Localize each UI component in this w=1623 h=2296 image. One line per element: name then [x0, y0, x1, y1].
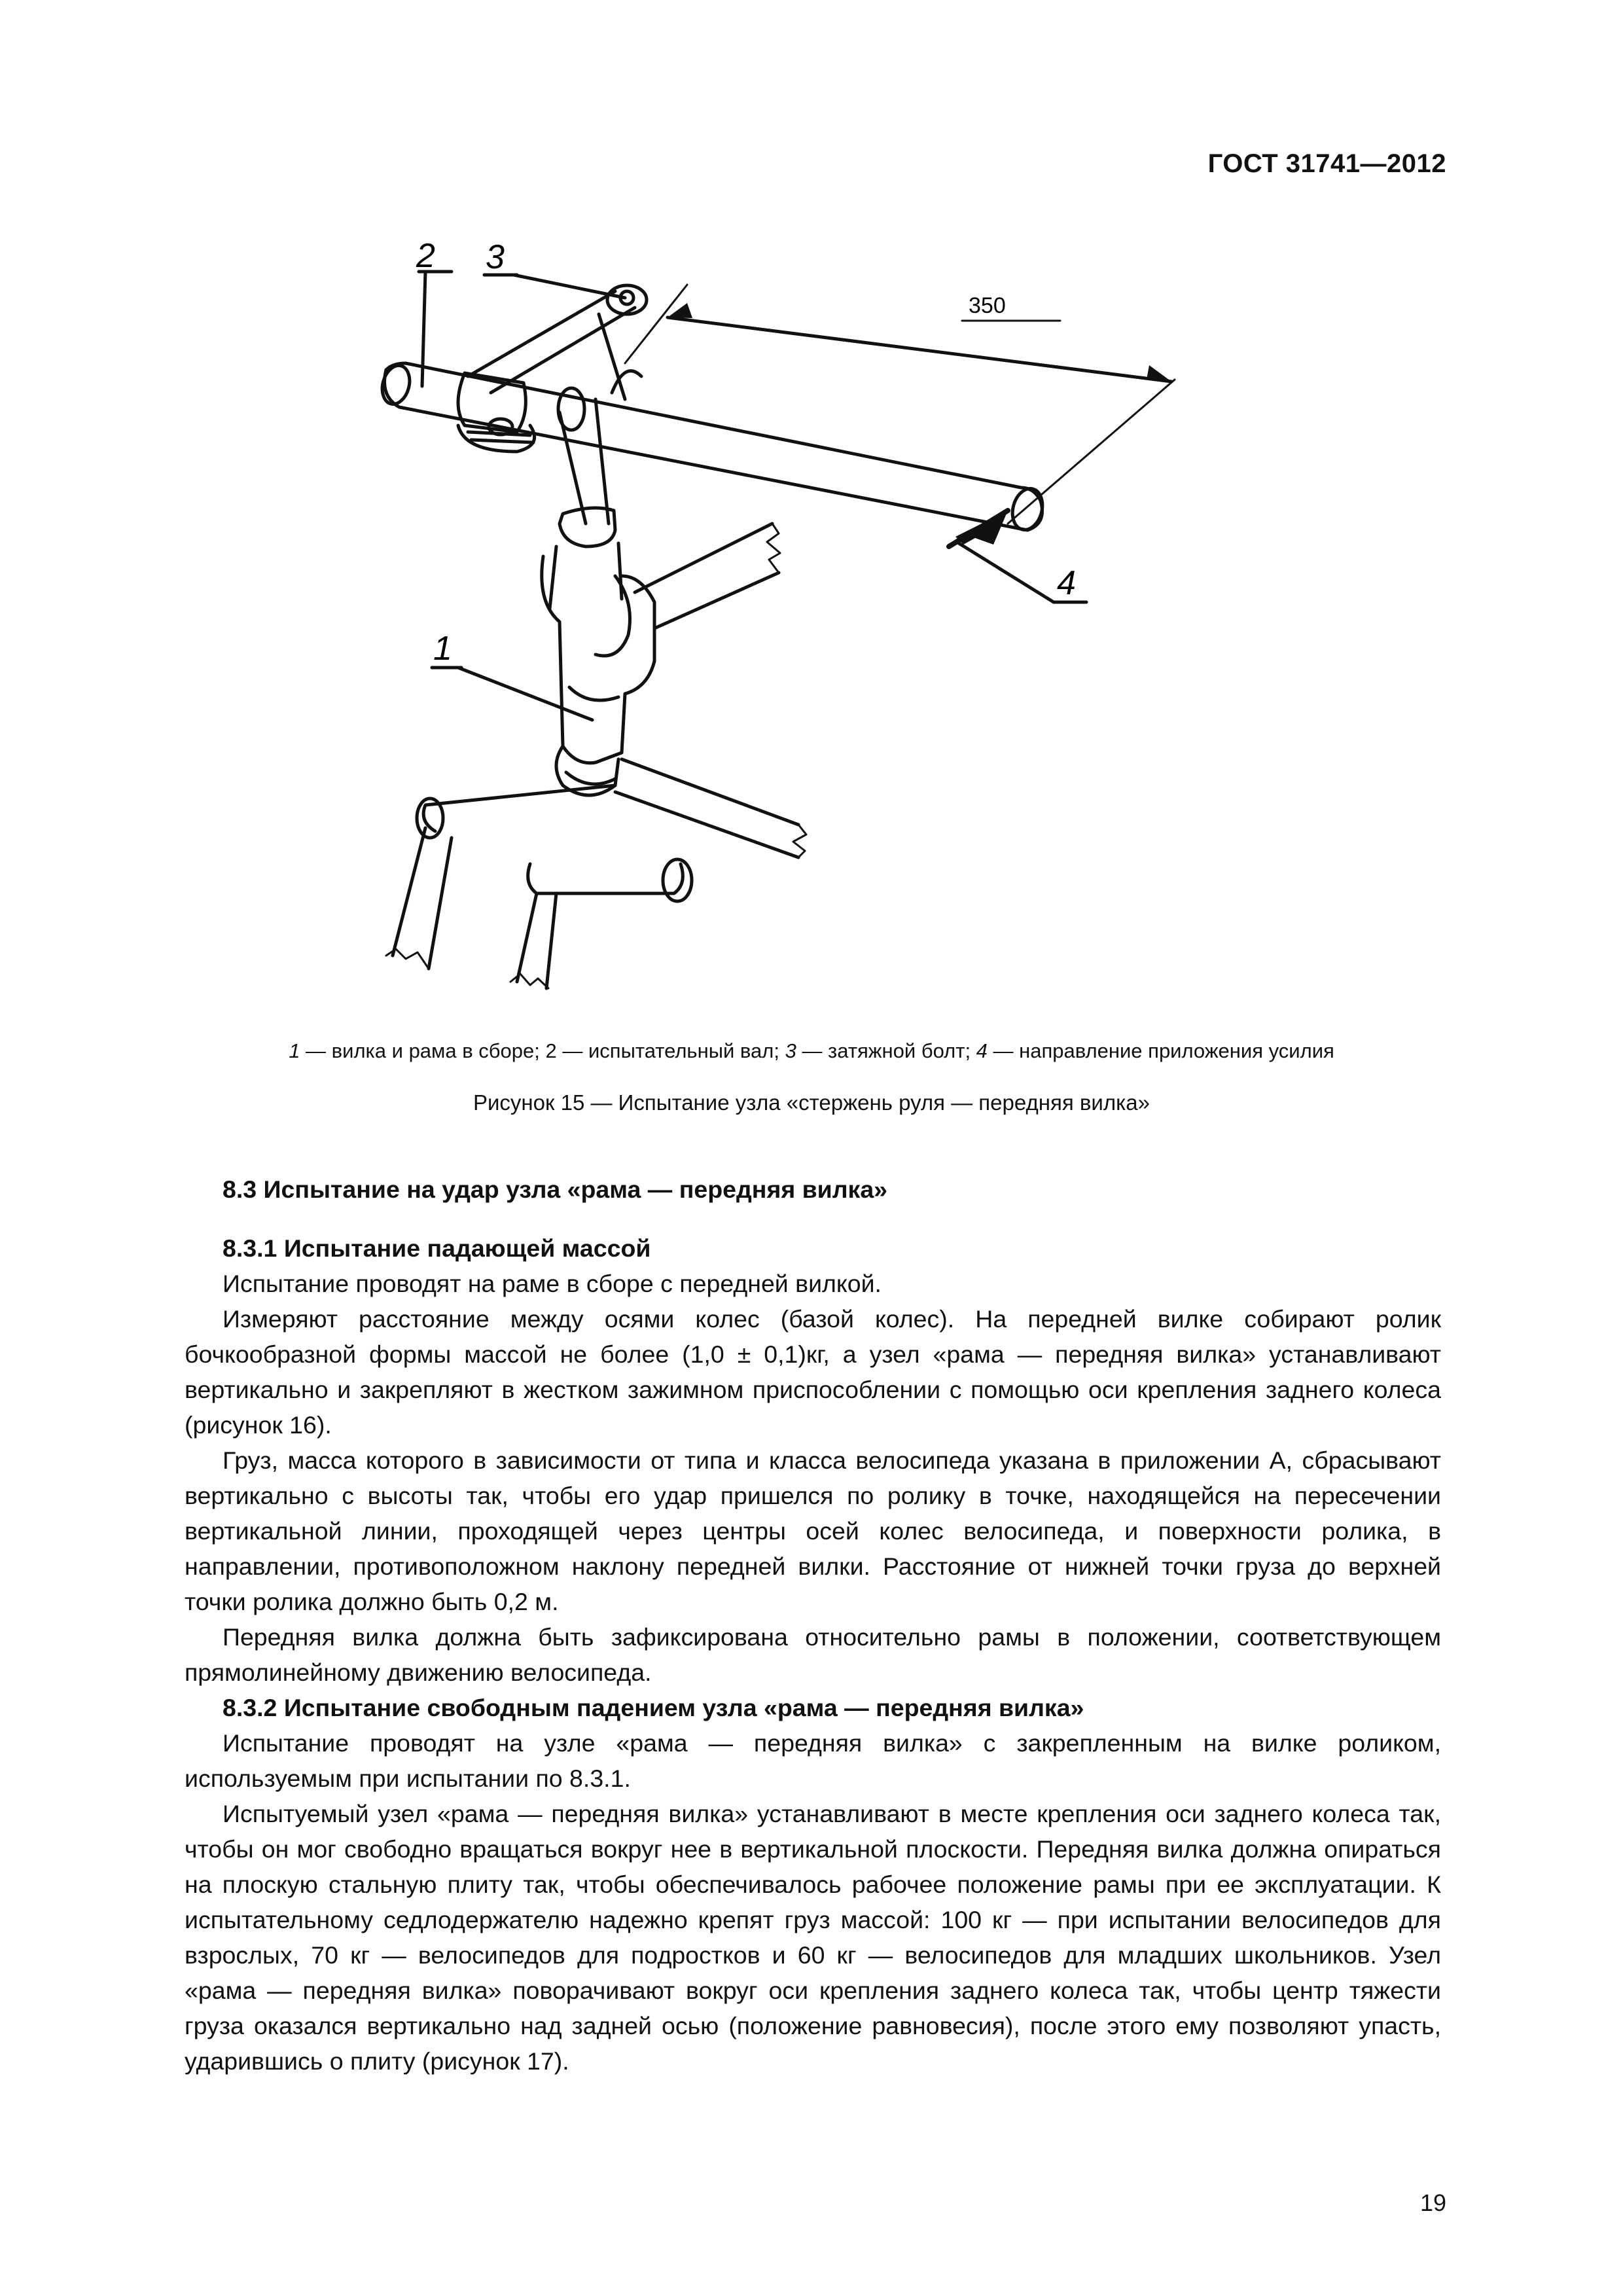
page-number: 19: [1419, 2189, 1446, 2216]
callout-3: 3: [486, 238, 505, 276]
paragraph: Груз, масса которого в зависимости от типа и класса велосипеда указана в приложении А, сбрасывают вертикально с высоты так, чтобы его удар пришелся по ролику в точке, находящейся на пересечении вертикальной линии, проходящей через центры осей колес велосипеда, и поверхности ролика, в направлении, противоположном наклону передней вилки. Расстояние от нижней точки груза до верхней точки ролика должно быть 0,2 м.: [185, 1446, 1441, 1615]
section-8-3-heading: 8.3 Испытание на удар узла «рама — передняя вилка»: [223, 1175, 888, 1203]
callout-2: 2: [416, 237, 435, 275]
paragraph: Испытуемый узел «рама — передняя вилка» устанавливают в месте крепления оси заднего колеса так, чтобы он мог свободно вращаться вокруг нее в вертикальной плоскости. Передняя вилка должна опираться на плоскую стальную плиту так, чтобы обеспечивалось рабочее положение рамы при ее эксплуатации. К испытательному седлодержателю надежно крепят груз массой: 100 кг — при испытании велосипедов для взрослых, 70 кг — велосипедов для подростков и 60 кг — велосипедов для младших школьников. Узел «рама — передняя вилка» поворачивают вокруг оси крепления заднего колеса так, чтобы центр тяжести груза оказался вертикально над задней осью (положение равновесия), после этого ему позволяют упасть, ударившись о плиту (рисунок 17).: [185, 1800, 1441, 2075]
body-text: [185, 1172, 1441, 2079]
paragraph: Испытание проводят на раме в сборе с передней вилкой.: [223, 1270, 882, 1297]
callout-4: 4: [1057, 564, 1076, 602]
dimension-line: [668, 317, 1171, 382]
section-8-3-1-heading: 8.3.1 Испытание падающей массой: [223, 1234, 651, 1262]
paragraph: Измеряют расстояние между осями колес (базой колес). На передней вилке собирают ролик бочкообразной формы массой не более (1,0 ± 0,1)кг, а узел «рама — передняя вилка» устанавливают вертикально и закрепляют в жестком зажимном приспособлении с помощью оси крепления заднего колеса (рисунок 16).: [185, 1305, 1441, 1439]
paragraph: Испытание проводят на узле «рама — передняя вилка» с закрепленным на вилке роликом, используемым при испытании по 8.3.1.: [185, 1729, 1441, 1792]
figure-15-drawing: [366, 236, 1178, 1008]
figure-legend: 1 — вилка и рама в сборе; 2 — испытательный вал; 3 — затяжной болт; 4 — направление приложения усилия: [289, 1039, 1334, 1062]
figure-title: Рисунок 15 — Испытание узла «стержень руля — передняя вилка»: [473, 1090, 1150, 1115]
document-header: ГОСТ 31741—2012: [1207, 149, 1446, 178]
callout-1: 1: [433, 630, 452, 668]
dimension-label: 350: [969, 293, 1006, 318]
section-8-3-2-heading: 8.3.2 Испытание свободным падением узла «рама — передняя вилка»: [223, 1694, 1084, 1721]
paragraph: Передняя вилка должна быть зафиксирована относительно рамы в положении, соответствующем прямолинейному движению велосипеда.: [185, 1623, 1441, 1686]
